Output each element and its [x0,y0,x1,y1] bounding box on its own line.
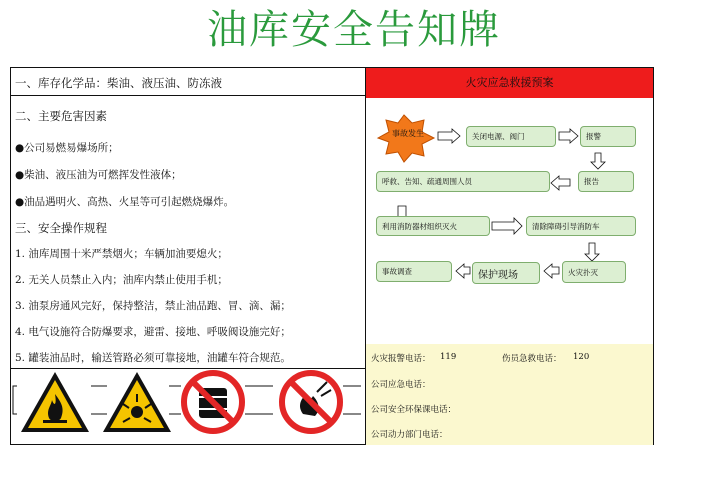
power-dept-phone: 公司动力部门电话： [371,430,448,440]
emergency-flowchart [366,98,653,344]
no-fire-icon [282,373,340,431]
step-report: 报告 [578,171,634,192]
contact-numbers [366,344,653,445]
no-oil-drum-icon [184,373,242,431]
rules-heading: 三、安全操作规程 [15,221,107,235]
divider [11,368,366,369]
company-emergency-phone: 公司应急电话： [371,380,431,390]
hazard-item: ●公司易燃易爆场所； [15,142,119,154]
injury-aid-number: 120 [573,352,590,362]
chemicals-line: 一、库存化学品：柴油、液压油、防冻液 [15,76,222,90]
fire-alarm-number: 119 [440,352,457,362]
step-alarm: 报警 [580,126,636,147]
incident-start-label: 事故发生 [392,129,424,138]
warning-signs-row [11,370,366,446]
injury-aid-label: 伤员急救电话： [502,354,562,364]
divider [11,95,366,96]
emergency-plan-panel [366,68,653,444]
page-title: 油库安全告知牌 [207,7,501,53]
step-notify-people: 呼救、告知、疏通周围人员 [376,171,550,192]
explosive-warning-icon [103,372,171,432]
emergency-plan-header: 火灾应急救援预案 [366,68,653,98]
safety-info-panel [11,68,366,444]
step-protect-scene: 保护现场 [472,262,540,284]
step-guide-firetruck: 清除障碍引导消防车 [526,216,636,236]
fire-alarm-label: 火灾报警电话： [371,354,431,364]
hazards-heading: 二、主要危害因素 [15,109,107,123]
hazard-item: ●柴油、液压油为可燃挥发性液体； [15,169,182,181]
rule-item: 5. 罐装油品时，输送管路必须可靠接地，油罐车符合规范。 [15,352,291,364]
notice-board [10,67,654,445]
step-close-power: 关闭电源、阀门 [466,126,556,147]
safety-dept-phone: 公司安全环保课电话： [371,405,457,415]
rule-item: 1. 油库周围十米严禁烟火；车辆加油要熄火； [15,248,228,260]
flammable-warning-icon [21,372,89,432]
hazard-item: ●油品遇明火、高热、火星等可引起燃烧爆炸。 [15,196,235,208]
step-investigate: 事故调查 [376,261,452,282]
step-fire-out: 火灾扑灭 [562,261,626,283]
step-fight-fire: 利用消防器材组织灭火 [376,216,490,236]
rule-item: 4. 电气设施符合防爆要求，避雷、接地、呼吸阀设施完好； [15,326,291,338]
flow-arrows [393,129,605,278]
rule-item: 2. 无关人员禁止入内；油库内禁止使用手机； [15,274,228,286]
rule-item: 3. 油泵房通风完好，保持整洁，禁止油品跑、冒、滴、漏； [15,300,291,312]
